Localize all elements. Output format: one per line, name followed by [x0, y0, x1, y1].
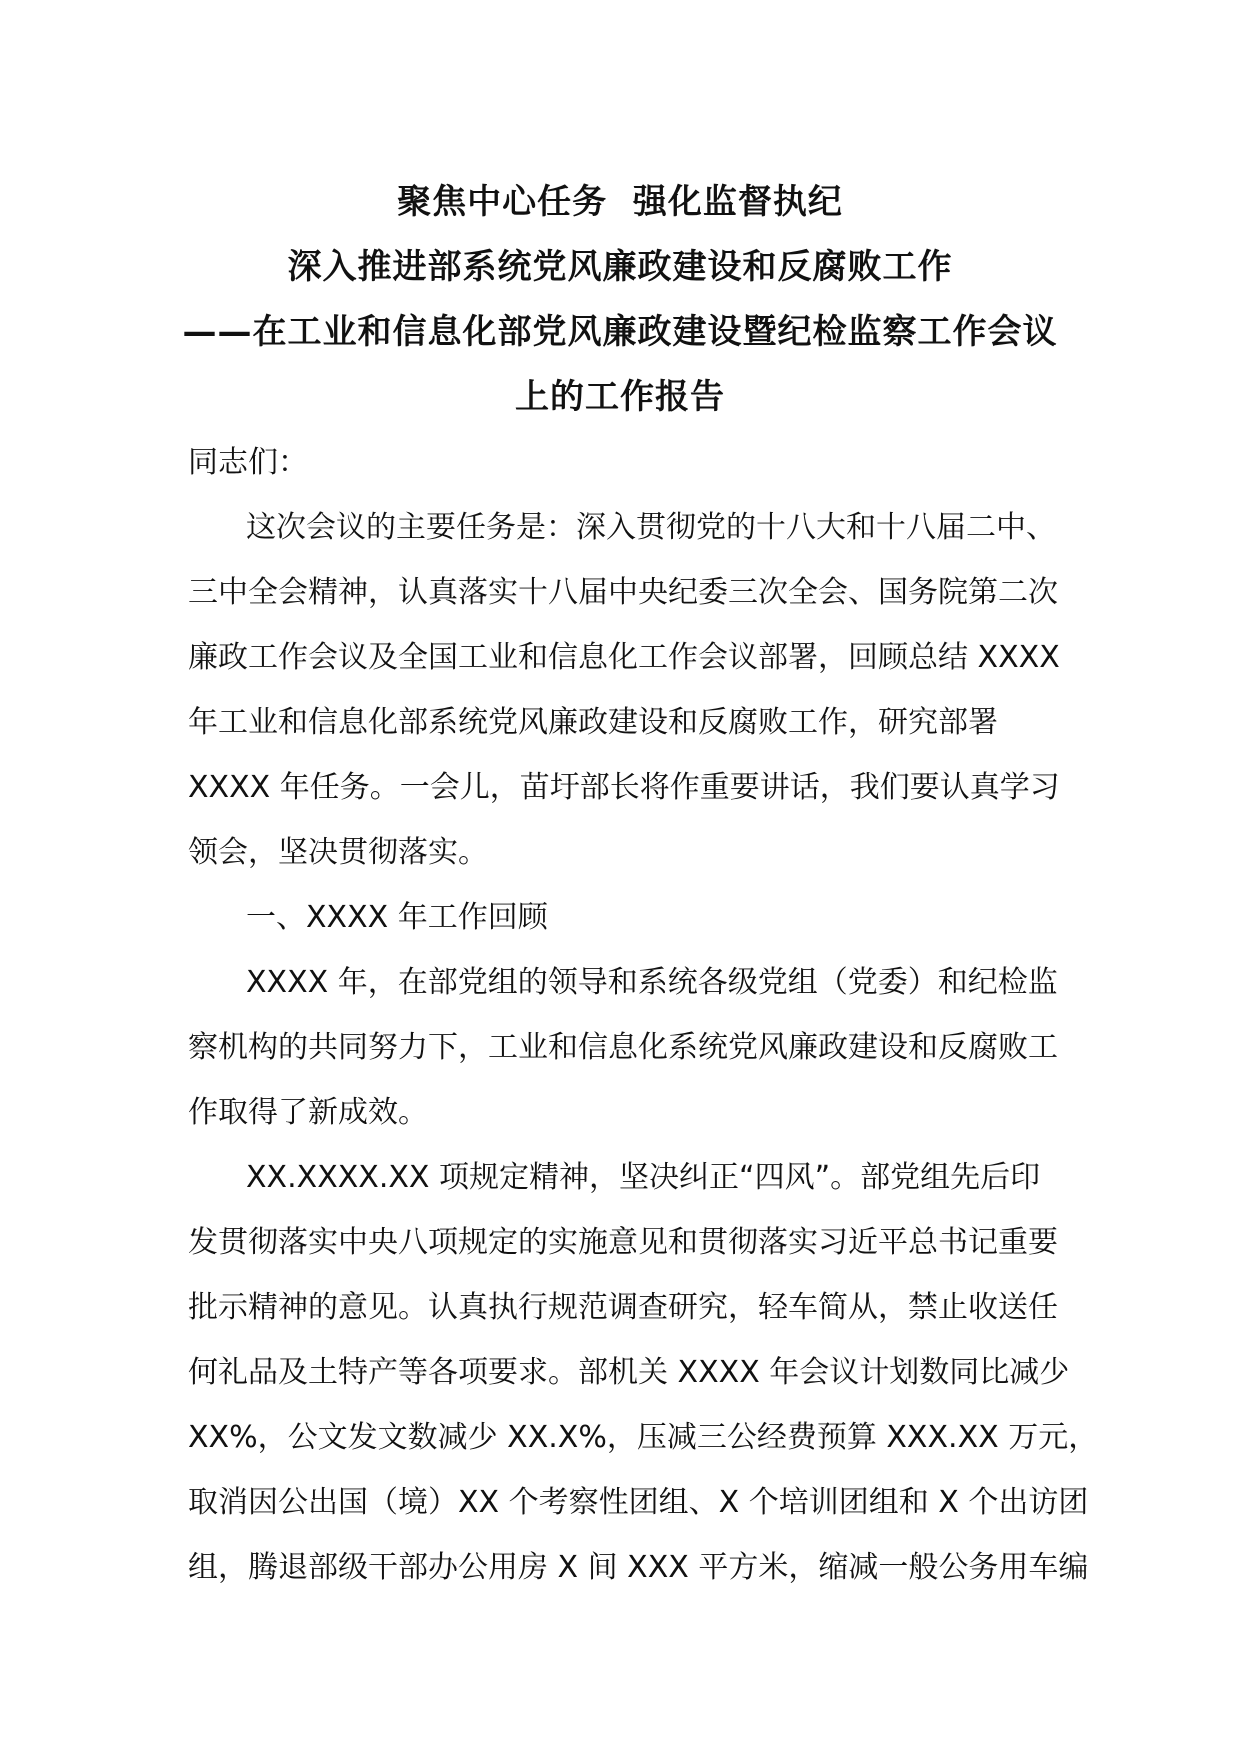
salutation: 同志们：: [188, 445, 308, 480]
paragraph-line: XXXX 年任务。一会儿，苗圩部长将作重要讲话，我们要认真学习: [188, 770, 1060, 805]
paragraph-line: 批示精神的意见。认真执行规范调查研究，轻车简从，禁止收送任: [188, 1290, 1058, 1325]
title-line-3: ——在工业和信息化部党风廉政建设暨纪检监察工作会议: [182, 312, 1058, 352]
paragraph-line: 这次会议的主要任务是：深入贯彻党的十八大和十八届二中、: [246, 510, 1056, 545]
paragraph-line: 三中全会精神，认真落实十八届中央纪委三次全会、国务院第二次: [188, 575, 1058, 610]
paragraph-line: 何礼品及土特产等各项要求。部机关 XXXX 年会议计划数同比减少: [188, 1355, 1070, 1390]
paragraph-line: 取消因公出国（境）XX 个考察性团组、X 个培训团组和 X 个出访团: [188, 1485, 1089, 1520]
paragraph-meeting-tasks: [188, 495, 1058, 885]
paragraph-line: 组，腾退部级干部办公用房 X 间 XXX 平方米，缩减一般公务用车编: [188, 1550, 1089, 1585]
report-title: [150, 170, 1090, 430]
paragraph-line: 发贯彻落实中央八项规定的实施意见和贯彻落实习近平总书记重要: [188, 1225, 1058, 1260]
paragraph-achievements: [188, 950, 1058, 1145]
title-line-4: 上的工作报告: [515, 377, 725, 417]
paragraph-line: XXXX 年，在部党组的领导和系统各级党组（党委）和纪检监: [246, 965, 1058, 1000]
title-line-2: 深入推进部系统党风廉政建设和反腐败工作: [287, 247, 953, 287]
paragraph-line: XX%，公文发文数减少 XX.X%，压减三公经费预算 XXX.XX 万元，: [188, 1420, 1099, 1455]
paragraph-line: 廉政工作会议及全国工业和信息化工作会议部署，回顾总结 XXXX: [188, 640, 1060, 675]
paragraph-line: 察机构的共同努力下，工业和信息化系统党风廉政建设和反腐败工: [188, 1030, 1058, 1065]
paragraph-line: 年工业和信息化部系统党风廉政建设和反腐败工作，研究部署: [188, 705, 998, 740]
title-line-1: 聚焦中心任务 强化监督执纪: [397, 182, 843, 222]
section-heading-1: 一、XXXX 年工作回顾: [246, 900, 548, 935]
paragraph-line: 领会，坚决贯彻落实。: [188, 835, 488, 870]
paragraph-eight-rules: [188, 1145, 1099, 1600]
paragraph-line: XX.XXXX.XX 项规定精神，坚决纠正“四风”。部党组先后印: [246, 1160, 1041, 1195]
report-body: [188, 430, 1099, 1600]
paragraph-line: 作取得了新成效。: [188, 1095, 428, 1130]
